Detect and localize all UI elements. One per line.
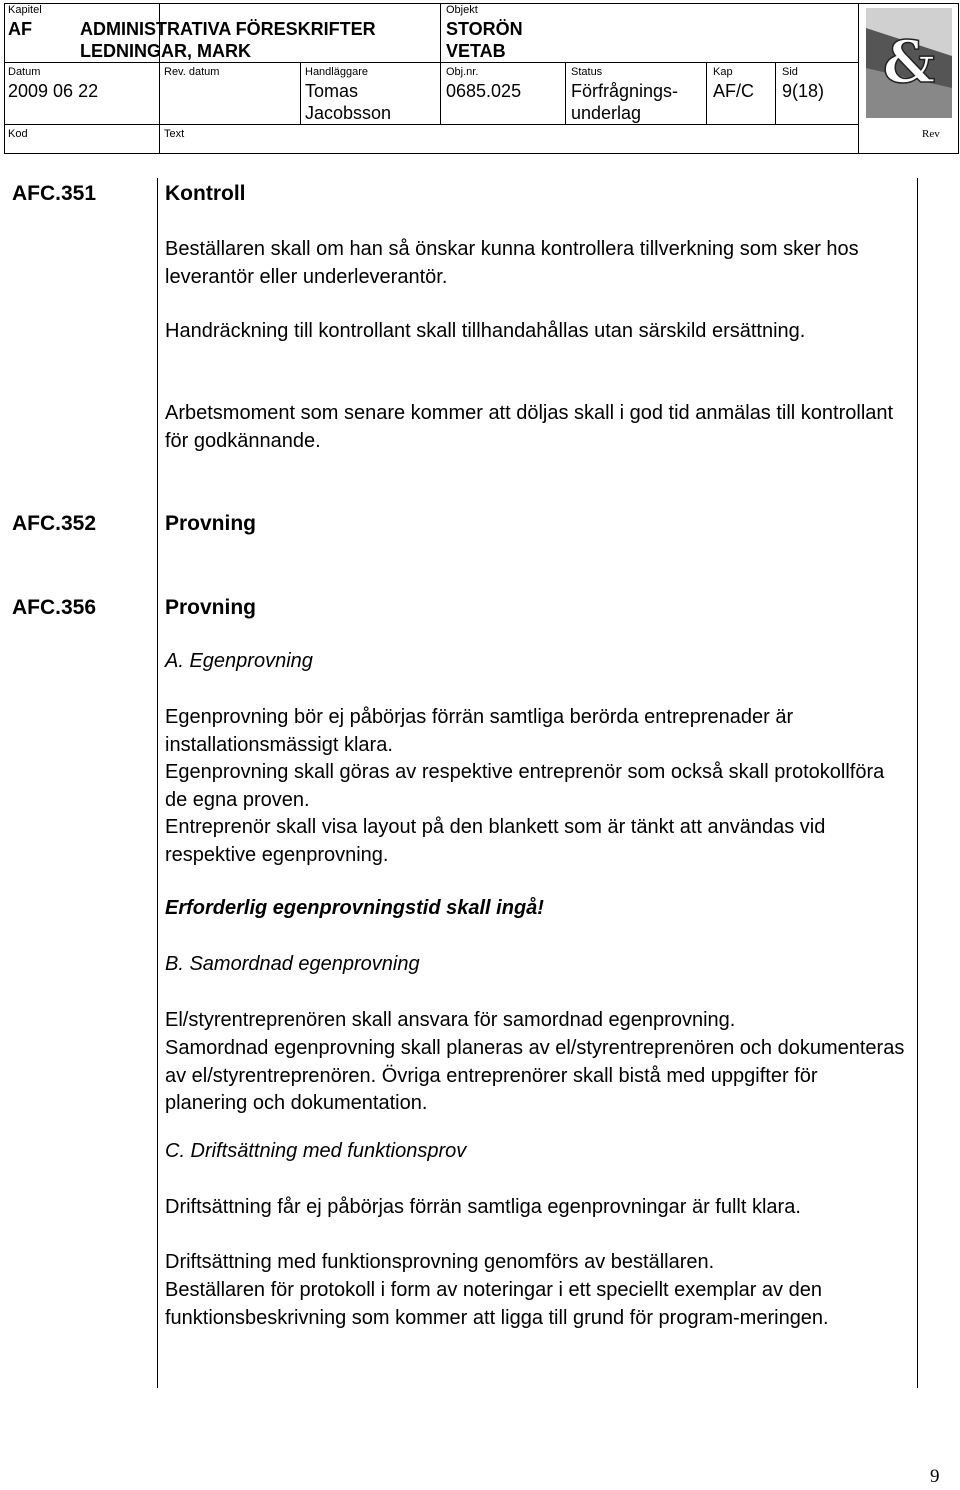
section-code: AFC.351 <box>12 182 97 205</box>
header-divider <box>775 62 776 125</box>
paragraph: Entreprenör skall visa layout på den blankett som är tänkt att användas vid respektive egenprovning. <box>165 816 826 866</box>
status-line1: Förfrågnings- <box>571 81 679 101</box>
text-column-divider <box>157 178 158 1388</box>
objekt-line1: STORÖN <box>446 19 523 39</box>
subsection-title: C. Driftsättning med funktionsprov <box>165 1140 467 1162</box>
kapitel-label: Kapitel <box>8 4 42 16</box>
document-title-line2: LEDNINGAR, MARK <box>80 41 251 61</box>
page-number: 9 <box>930 1466 940 1487</box>
objnr-value: 0685.025 <box>446 81 522 101</box>
status-label: Status <box>571 66 603 78</box>
handlaggare-line2: Jacobsson <box>305 103 392 123</box>
handlaggare-line1: Tomas <box>305 81 359 101</box>
header-code-border <box>4 124 859 125</box>
kod-label: Kod <box>8 128 28 140</box>
paragraph: Driftsättning får ej påbörjas förrän samtliga egenprovningar är fullt klara. <box>165 1196 801 1218</box>
kap-label: Kap <box>713 66 733 78</box>
handlaggare-label: Handläggare <box>305 66 368 78</box>
header-divider <box>300 62 301 125</box>
rev-column-divider <box>917 178 918 1388</box>
text-label: Text <box>164 128 185 140</box>
paragraph: El/styrentreprenören skall ansvara för samordnad egenprovning. <box>165 1009 736 1031</box>
header-top-border <box>4 3 959 4</box>
logo-ampersand: & <box>882 28 936 96</box>
paragraph: Beställaren skall om han så önskar kunna kontrollera tillverkning som sker hos leverantör eller underleverantör. <box>165 238 859 288</box>
kap-value: AF/C <box>713 81 755 101</box>
datum-value: 2009 06 22 <box>8 81 99 101</box>
header-bottom-border <box>4 153 959 154</box>
kapitel-value: AF <box>8 19 32 39</box>
subsection-title: A. Egenprovning <box>165 650 313 672</box>
status-line2: underlag <box>571 103 642 123</box>
header-left-border <box>4 3 5 154</box>
paragraph: Egenprovning skall göras av respektive entreprenör som också skall protokollföra de egna proven. <box>165 761 885 811</box>
emphasis-note: Erforderlig egenprovningstid skall ingå! <box>165 897 544 919</box>
section-title: Kontroll <box>165 182 246 205</box>
header-mid-border <box>4 62 859 63</box>
rev-label: Rev <box>922 128 940 140</box>
objnr-label: Obj.nr. <box>446 66 479 78</box>
revdatum-label: Rev. datum <box>164 66 220 78</box>
objekt-label: Objekt <box>446 4 478 16</box>
section-title: Provning <box>165 512 257 535</box>
section-code: AFC.352 <box>12 512 97 535</box>
paragraph: Arbetsmoment som senare kommer att döljas skall i god tid anmälas till kontrollant för godkännande. <box>165 402 894 452</box>
paragraph: Driftsättning med funktionsprovning genomförs av beställaren. <box>165 1251 715 1273</box>
datum-label: Datum <box>8 66 41 78</box>
header-divider <box>565 62 566 125</box>
header-divider <box>858 3 859 154</box>
paragraph: Beställaren för protokoll i form av noteringar i ett speciellt exemplar av den funktionsbeskrivning som kommer att ligga till grund för program-meringen. <box>165 1279 829 1329</box>
document-title-line1: ADMINISTRATIVA FÖRESKRIFTER <box>80 19 376 39</box>
subsection-title: B. Samordnad egenprovning <box>165 953 420 975</box>
section-title: Provning <box>165 596 257 619</box>
header-right-border <box>958 3 959 154</box>
company-logo <box>866 8 952 118</box>
sid-value: 9(18) <box>782 81 825 101</box>
header-divider <box>706 62 707 125</box>
header-divider <box>440 3 441 125</box>
section-code: AFC.356 <box>12 596 97 619</box>
objekt-line2: VETAB <box>446 41 506 61</box>
paragraph: Samordnad egenprovning skall planeras av el/styrentreprenören och dokumenteras av el/styrentreprenören. Övriga entreprenörer skall bistå med uppgifter för planering och dokumentation. <box>165 1037 905 1114</box>
paragraph: Handräckning till kontrollant skall tillhandahållas utan särskild ersättning. <box>165 320 806 342</box>
paragraph: Egenprovning bör ej påbörjas förrän samtliga berörda entreprenader är installationsmässigt klara. <box>165 706 794 756</box>
sid-label: Sid <box>782 66 798 78</box>
